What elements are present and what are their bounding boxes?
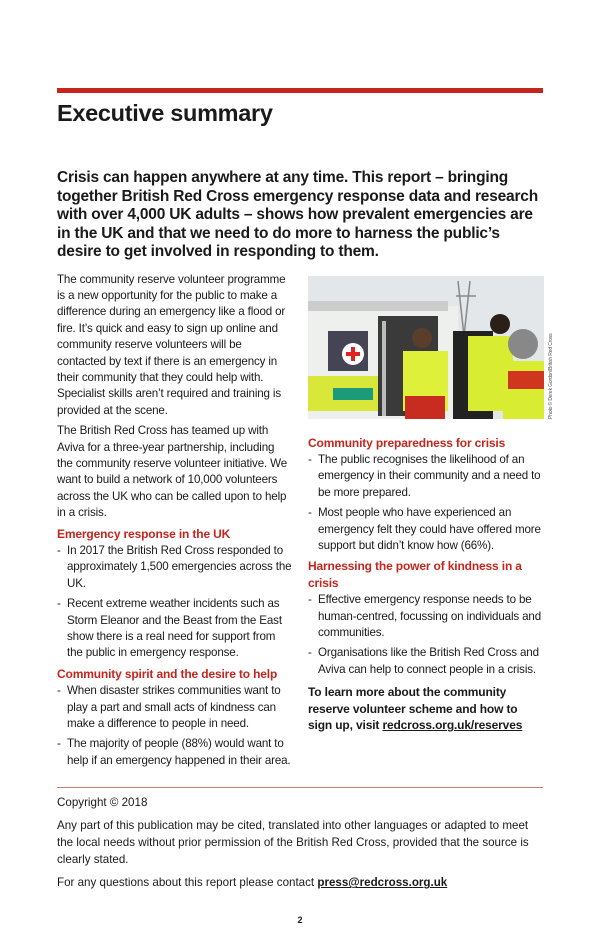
volunteers-ambulance-photo [308,276,544,419]
bullet-item: - Effective emergency response needs to be human-centred, focussing on individuals and communities. [308,593,541,639]
intro-paragraph: The community reserve volunteer programme is a new opportunity for the public to make a difference during an emergency like a flood or fire. It’s quick and easy to sign up online and community reserve volunteers will be contacted by text if there is an emergency in their community that they could help with. Specialist skills aren’t required and training is provided at the scene. [57,272,286,417]
page-title: Executive summary [57,100,273,126]
bullet-item: - The public recognises the likelihood of an emergency in their community and a need to be more prepared. [308,452,541,499]
photo-frame [308,276,554,419]
bullet-item: - Organisations like the British Red Cross and Aviva can help to connect people in a crisis. [308,646,539,676]
section-heading: Emergency response in the UK [57,526,231,541]
section-heading: Harnessing the power of kindness in a crisis [308,559,522,590]
contact-line: For any questions about this report please contact press@redcross.org.uk [57,876,448,890]
copyright: Copyright © 2018 [57,796,148,810]
two-column-body [57,272,554,774]
photo-caption: Photo © Derek Gordon/British Red Cross [548,332,554,419]
bullet-item: - Recent extreme weather incidents such as Storm Eleanor and the Beast from the East show there is a real need for support from the public in emergency response. [57,597,282,660]
section-heading: Community preparedness for crisis [308,435,506,450]
call-to-action: To learn more about the community reserve volunteer scheme and how to sign up, visit redcross.org.uk/reserves [308,685,523,733]
section-heading: Community spirit and the desire to help [57,666,278,681]
bullet-item: - The majority of people (88%) would want to help if an emergency happened in their area. [57,737,291,767]
right-column [308,272,554,738]
usage-notice: Any part of this publication may be cited, translated into other languages or adapted to meet the local needs without prior permission of the British Red Cross, provided that the source is clearly stated. [57,819,529,867]
partnership-paragraph: The British Red Cross has teamed up with Aviva for a three-year partnership, including the community reserve volunteer initiative. We want to build a network of 10,000 volunteers across the UK who can be called upon to help in a crisis. [57,424,288,520]
footer-divider [57,787,543,788]
left-column [57,272,293,774]
press-email-link[interactable]: press@redcross.org.uk [317,876,448,890]
bullet-item: - When disaster strikes communities want to play a part and small acts of kindness can make a difference to people in need. [57,684,281,731]
bullet-item: - In 2017 the British Red Cross responded to approximately 1,500 emergencies across the UK. [57,544,292,590]
page-number: 2 [297,915,303,926]
top-accent-bar [57,88,543,93]
bullet-item: - Most people who have experienced an emergency felt they could have offered more support but didn’t know how (66%). [308,506,541,552]
reserves-link[interactable]: redcross.org.uk/reserves [382,718,523,733]
lead-paragraph: Crisis can happen anywhere at any time. This report – bringing together British Red Cross emergency response data and research with over 4,000 UK adults – shows how prevalent emergencies are in the UK and that we need to do more to harness the public’s desire to get involved in responding to them. [57,169,538,260]
